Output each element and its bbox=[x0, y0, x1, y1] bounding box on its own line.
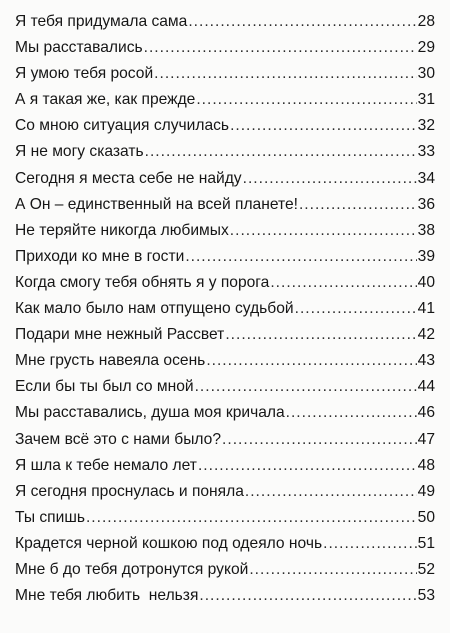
toc-entry-title: Зачем всё это с нами было? bbox=[15, 430, 222, 448]
toc-entry bbox=[15, 113, 435, 139]
toc-entry-title: А я такая же, как прежде bbox=[15, 91, 196, 109]
toc-entry-page: 44 bbox=[417, 378, 435, 396]
toc-entry-page: 53 bbox=[417, 587, 435, 605]
toc-entry bbox=[15, 270, 435, 296]
toc-entry-page: 51 bbox=[417, 534, 435, 552]
dot-leader bbox=[196, 87, 416, 113]
toc-entry-page: 52 bbox=[417, 560, 435, 578]
toc-entry-page: 43 bbox=[417, 352, 435, 370]
toc-entry bbox=[15, 139, 435, 165]
toc-entry-page: 32 bbox=[417, 117, 435, 135]
toc-entry-page: 50 bbox=[417, 508, 435, 526]
dot-leader bbox=[145, 139, 417, 165]
dot-leader bbox=[230, 113, 417, 139]
dot-leader bbox=[195, 374, 417, 400]
dot-leader bbox=[323, 531, 417, 557]
toc-entry-page: 47 bbox=[417, 430, 435, 448]
dot-leader bbox=[199, 583, 416, 609]
toc-entry-title: А Он – единственный на всей планете! bbox=[15, 195, 298, 213]
toc-entry bbox=[15, 557, 435, 583]
toc-entry-title: Мне грусть навеяла осень bbox=[15, 352, 206, 370]
toc-entry bbox=[15, 61, 435, 87]
toc-entry bbox=[15, 453, 435, 479]
toc-entry bbox=[15, 400, 435, 426]
toc-entry bbox=[15, 296, 435, 322]
dot-leader bbox=[222, 427, 417, 453]
toc-entry-page: 48 bbox=[417, 456, 435, 474]
dot-leader bbox=[86, 505, 417, 531]
toc-entry bbox=[15, 244, 435, 270]
toc-entry-page: 46 bbox=[417, 404, 435, 422]
toc-entry-title: Как мало было нам отпущено судьбой bbox=[15, 300, 294, 318]
toc-entry bbox=[15, 9, 435, 35]
toc-entry-title: Приходи ко мне в гости bbox=[15, 247, 185, 265]
toc-entry-title: Я сегодня проснулась и поняла bbox=[15, 482, 244, 500]
toc-entry-title: Я тебя придумала сама bbox=[15, 13, 188, 30]
toc-entry-title: Мне б до тебя дотронутся рукой bbox=[15, 560, 249, 578]
toc-entry-title: Сегодня я места себе не найду bbox=[15, 169, 242, 187]
toc-entry bbox=[15, 374, 435, 400]
toc-entry-title: Я не могу сказать bbox=[15, 143, 144, 161]
toc-entry-title: Мне тебя любить нельзя bbox=[15, 587, 199, 605]
toc-entry-page: 39 bbox=[417, 247, 435, 265]
toc-entry-page: 31 bbox=[417, 91, 435, 109]
toc-entry-title: Со мною ситуация случилась bbox=[15, 117, 230, 135]
toc-entry-page: 36 bbox=[417, 195, 435, 213]
toc-entry bbox=[15, 505, 435, 531]
toc-entry-page: 33 bbox=[417, 143, 435, 161]
toc-entry-page: 49 bbox=[417, 482, 435, 500]
dot-leader bbox=[230, 218, 417, 244]
dot-leader bbox=[144, 35, 417, 61]
dot-leader bbox=[295, 296, 417, 322]
toc-entry-title: Не теряйте никогда любимых bbox=[15, 221, 229, 239]
toc-entry bbox=[15, 166, 435, 192]
toc-entry-title: Мы расставались bbox=[15, 39, 143, 57]
toc-entry-page: 29 bbox=[417, 39, 435, 57]
toc-entry-title: Если бы ты был со мной bbox=[15, 378, 194, 396]
dot-leader bbox=[185, 244, 416, 270]
toc-entry-title: Когда смогу тебя обнять я у порога bbox=[15, 273, 270, 291]
dot-leader bbox=[243, 166, 417, 192]
dot-leader bbox=[198, 453, 417, 479]
toc-entry-title: Подари мне нежный Рассвет bbox=[15, 326, 225, 344]
dot-leader bbox=[286, 400, 417, 426]
toc-entry-title: Мы расставались, душа моя кричала bbox=[15, 404, 285, 422]
toc-entry-title: Крадется черной кошкою под одеяло ночь bbox=[15, 534, 323, 552]
toc-entry-page: 38 bbox=[417, 221, 435, 239]
dot-leader bbox=[270, 270, 416, 296]
dot-leader bbox=[225, 322, 416, 348]
toc-entry bbox=[15, 479, 435, 505]
toc-entry bbox=[15, 348, 435, 374]
toc-entry bbox=[15, 35, 435, 61]
toc-entry-page: 28 bbox=[417, 13, 435, 30]
toc-entry-title: Я шла к тебе немало лет bbox=[15, 456, 197, 474]
dot-leader bbox=[154, 61, 416, 87]
toc-entry bbox=[15, 322, 435, 348]
toc-entry-page: 30 bbox=[417, 65, 435, 83]
toc-entry bbox=[15, 583, 435, 609]
toc-entry bbox=[15, 192, 435, 218]
toc-entry-page: 34 bbox=[417, 169, 435, 187]
toc-entry-page: 41 bbox=[417, 300, 435, 318]
toc-entry-title: Я умою тебя росой bbox=[15, 65, 154, 83]
toc-entry bbox=[15, 87, 435, 113]
toc-entry-page: 42 bbox=[417, 326, 435, 344]
dot-leader bbox=[245, 479, 417, 505]
table-of-contents bbox=[15, 9, 435, 609]
toc-entry-title: Ты спишь bbox=[15, 508, 85, 526]
dot-leader bbox=[249, 557, 416, 583]
dot-leader bbox=[206, 348, 416, 374]
toc-entry bbox=[15, 427, 435, 453]
toc-entry-page: 40 bbox=[417, 273, 435, 291]
dot-leader bbox=[299, 192, 417, 218]
toc-entry bbox=[15, 218, 435, 244]
dot-leader bbox=[188, 9, 416, 35]
toc-entry bbox=[15, 531, 435, 557]
